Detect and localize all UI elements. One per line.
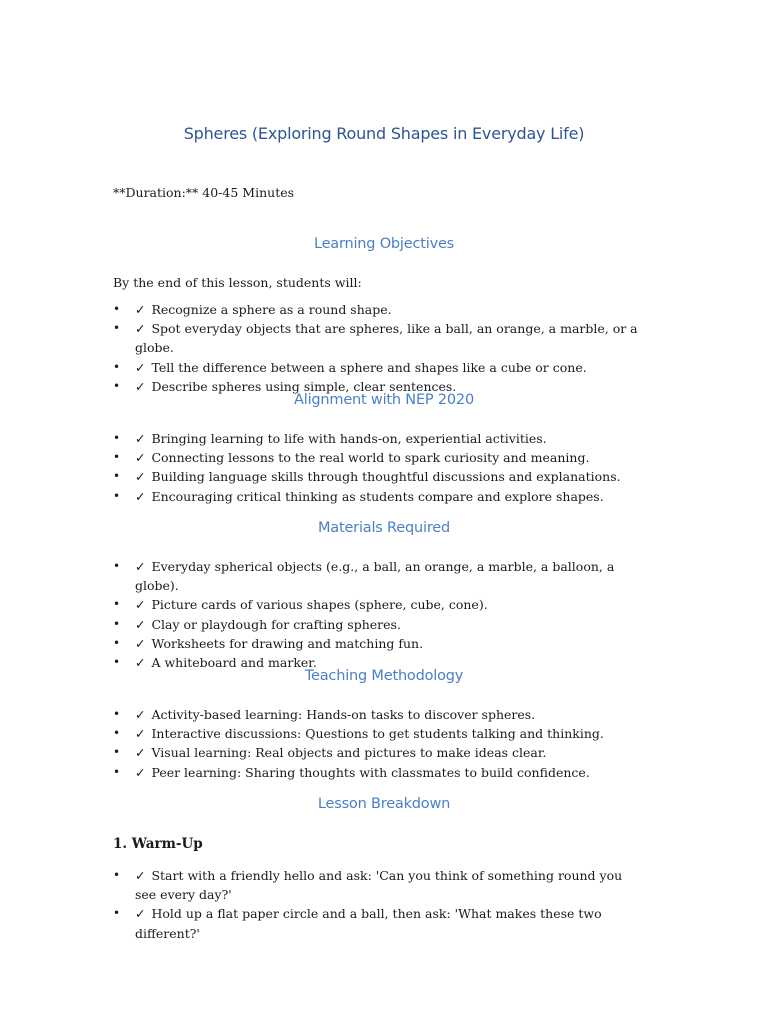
warmup-list [113,866,643,943]
list-item-text: A whiteboard and marker. [151,655,317,671]
check-mark-icon: ✓ [135,321,146,337]
check-mark-icon: ✓ [135,488,146,504]
bullet-icon: • [113,431,121,445]
check-mark-icon: ✓ [135,597,146,613]
materials-list [113,557,653,672]
check-mark-icon: ✓ [135,906,146,922]
bullet-icon: • [113,469,121,484]
breakdown-heading: Lesson Breakdown [317,796,451,812]
list-item [113,615,653,634]
bullet-icon: • [113,559,121,573]
methodology-heading: Teaching Methodology [304,668,464,684]
list-item [113,763,653,782]
check-mark-icon: ✓ [135,726,146,742]
list-item [113,429,653,448]
list-item-text: Peer learning: Sharing thoughts with classmates to build confidence. [151,764,590,780]
list-item-text: Clay or playdough for crafting spheres. [151,616,401,632]
alignment-heading: Alignment with NEP 2020 [294,392,474,408]
list-item [113,557,653,595]
check-mark-icon: ✓ [135,635,146,651]
bullet-icon: • [113,302,121,316]
bullet-icon: • [113,378,121,393]
list-item [113,467,653,486]
alignment-list [113,429,653,506]
bullet-icon: • [113,655,121,670]
list-item-text: Everyday spherical objects (e.g., a ball, an orange, a marble, a balloon, a globe). [135,559,615,594]
list-item [113,358,653,377]
bullet-icon: • [113,359,121,374]
check-mark-icon: ✓ [135,764,146,780]
check-mark-icon: ✓ [135,745,146,761]
list-item [113,866,643,904]
list-item-text: Worksheets for drawing and matching fun. [151,635,424,651]
check-mark-icon: ✓ [135,431,146,446]
list-item-text: Interactive discussions: Questions to get students talking and thinking. [151,726,604,742]
bullet-icon: • [113,321,121,336]
list-item [113,595,653,614]
list-item-text: Picture cards of various shapes (sphere, cube, cone). [151,597,488,613]
bullet-icon: • [113,707,121,721]
bullet-icon: • [113,488,121,503]
list-item-text: Recognize a sphere as a round shape. [151,302,392,317]
objectives-list [113,300,653,396]
list-item-text: Encouraging critical thinking as students compare and explore shapes. [151,488,604,504]
list-item [113,634,653,653]
list-item-text: Connecting lessons to the real world to spark curiosity and meaning. [151,450,590,466]
objectives-intro: By the end of this lesson, students will: [113,275,362,290]
list-item-text: Describe spheres using simple, clear sentences. [151,378,457,394]
check-mark-icon: ✓ [135,302,146,317]
list-item [113,724,653,743]
list-item [113,300,653,319]
check-mark-icon: ✓ [135,450,146,466]
list-item [113,487,653,506]
list-item-text: Building language skills through thoughtful discussions and explanations. [151,469,621,485]
duration-line: **Duration:** 40-45 Minutes [113,185,295,200]
list-item [113,743,653,762]
bullet-icon: • [113,635,121,650]
check-mark-icon: ✓ [135,469,146,485]
list-item [113,705,653,724]
list-item-text: Hold up a flat paper circle and a ball, then ask: 'What makes these two different?' [135,906,602,941]
list-item-text: Spot everyday objects that are spheres, like a ball, an orange, a marble, or a globe. [135,321,638,356]
check-mark-icon: ✓ [135,378,146,394]
list-item-text: Activity-based learning: Hands-on tasks to discover spheres. [151,707,536,722]
methodology-list [113,705,653,782]
bullet-icon: • [113,726,121,741]
warmup-title: 1. Warm-Up [113,836,203,852]
bullet-icon: • [113,745,121,760]
document-title: Spheres (Exploring Round Shapes in Everyday Life) [183,124,585,143]
list-item-text: Start with a friendly hello and ask: 'Can you think of something round you see every day?' [135,868,623,903]
materials-heading: Materials Required [317,520,450,536]
list-item-text: Visual learning: Real objects and pictures to make ideas clear. [151,745,547,761]
objectives-heading: Learning Objectives [313,236,455,252]
check-mark-icon: ✓ [135,868,146,883]
bullet-icon: • [113,868,121,882]
check-mark-icon: ✓ [135,359,146,375]
check-mark-icon: ✓ [135,655,146,671]
bullet-icon: • [113,764,121,779]
bullet-icon: • [113,450,121,465]
check-mark-icon: ✓ [135,707,146,722]
list-item [113,904,643,942]
check-mark-icon: ✓ [135,616,146,632]
list-item-text: Tell the difference between a sphere and shapes like a cube or cone. [151,359,587,375]
bullet-icon: • [113,906,121,921]
bullet-icon: • [113,616,121,631]
list-item [113,448,653,467]
bullet-icon: • [113,597,121,612]
list-item-text: Bringing learning to life with hands-on, experiential activities. [151,431,547,446]
check-mark-icon: ✓ [135,559,146,574]
list-item [113,319,653,357]
